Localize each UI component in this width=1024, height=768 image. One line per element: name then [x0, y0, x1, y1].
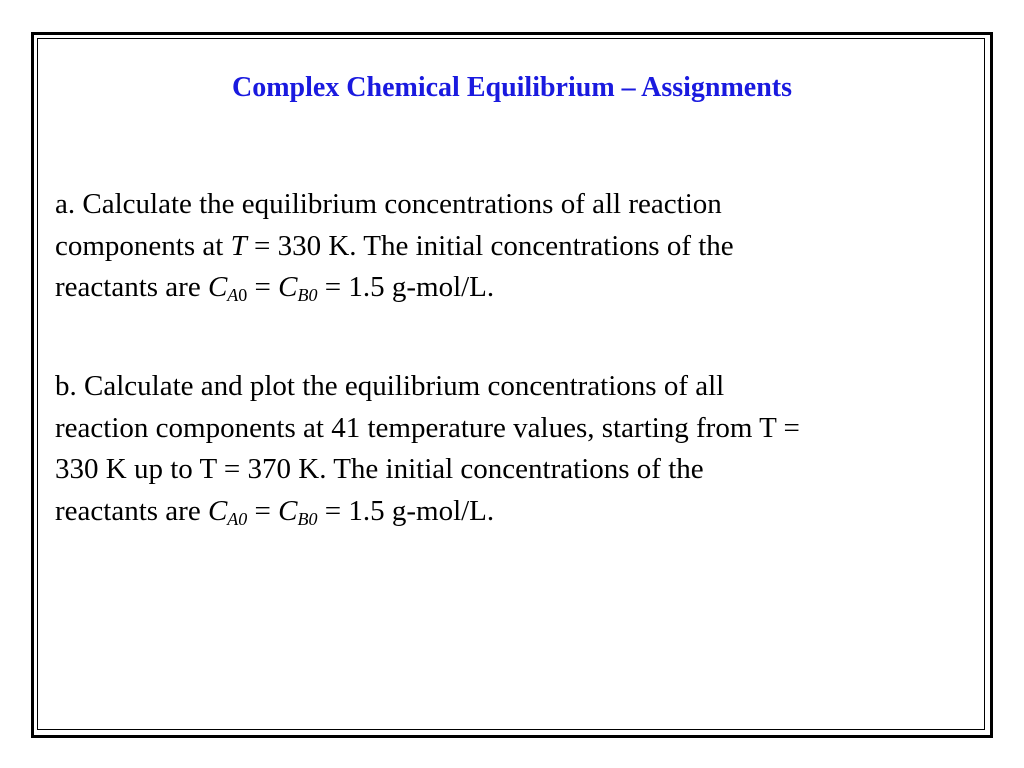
assignment-b-line-4	[55, 491, 955, 533]
concentration-b-symbol: C	[278, 494, 298, 527]
concentration-a-subscript-text: A0	[227, 508, 248, 529]
assignment-a-line-2-start: components at	[55, 229, 231, 262]
concentration-b-symbol: C	[278, 271, 298, 303]
assignment-a	[55, 184, 955, 309]
assignment-b	[55, 366, 955, 532]
assignment-b-line-4-start: reactants are	[55, 494, 208, 527]
assignment-a-line-2-end: = 330 K. The initial concentrations of the	[246, 229, 734, 262]
concentration-a-subscript	[227, 285, 247, 305]
assignment-b-line-3: 330 K up to T = 370 K. The initial concentrations of the	[55, 453, 704, 485]
concentration-a-subscript	[227, 509, 247, 529]
assignment-a-line-3-start: reactants are	[55, 271, 208, 303]
slide-title: Complex Chemical Equilibrium – Assignments	[231, 72, 793, 103]
concentration-b-subscript	[298, 509, 318, 529]
assignment-b-line-1: b. Calculate and plot the equilibrium concentrations of all	[55, 370, 725, 402]
concentration-a-symbol: C	[207, 494, 228, 527]
concentration-b-subscript	[298, 285, 318, 305]
concentration-a-subscript-letter: A	[227, 285, 239, 305]
assignment-b-line-2: reaction components at 41 temperature values, starting from T =	[55, 411, 800, 444]
assignment-a-line-3	[55, 267, 955, 309]
concentration-a-symbol: C	[207, 271, 228, 303]
temperature-symbol: T	[230, 229, 247, 262]
concentration-b-subscript-text: B0	[297, 508, 318, 529]
equals-sign: =	[247, 494, 279, 527]
concentration-a-subscript-digit: 0	[238, 285, 248, 305]
concentration-b-subscript-text: B0	[297, 285, 318, 305]
assignment-b-line-4-end: = 1.5 g-mol/L.	[317, 494, 495, 527]
assignment-a-line-1: a. Calculate the equilibrium concentrations of all reaction	[55, 188, 722, 220]
assignment-a-line-2	[55, 226, 955, 268]
equals-sign: =	[247, 271, 279, 303]
assignment-a-line-3-end: = 1.5 g-mol/L.	[317, 271, 495, 303]
